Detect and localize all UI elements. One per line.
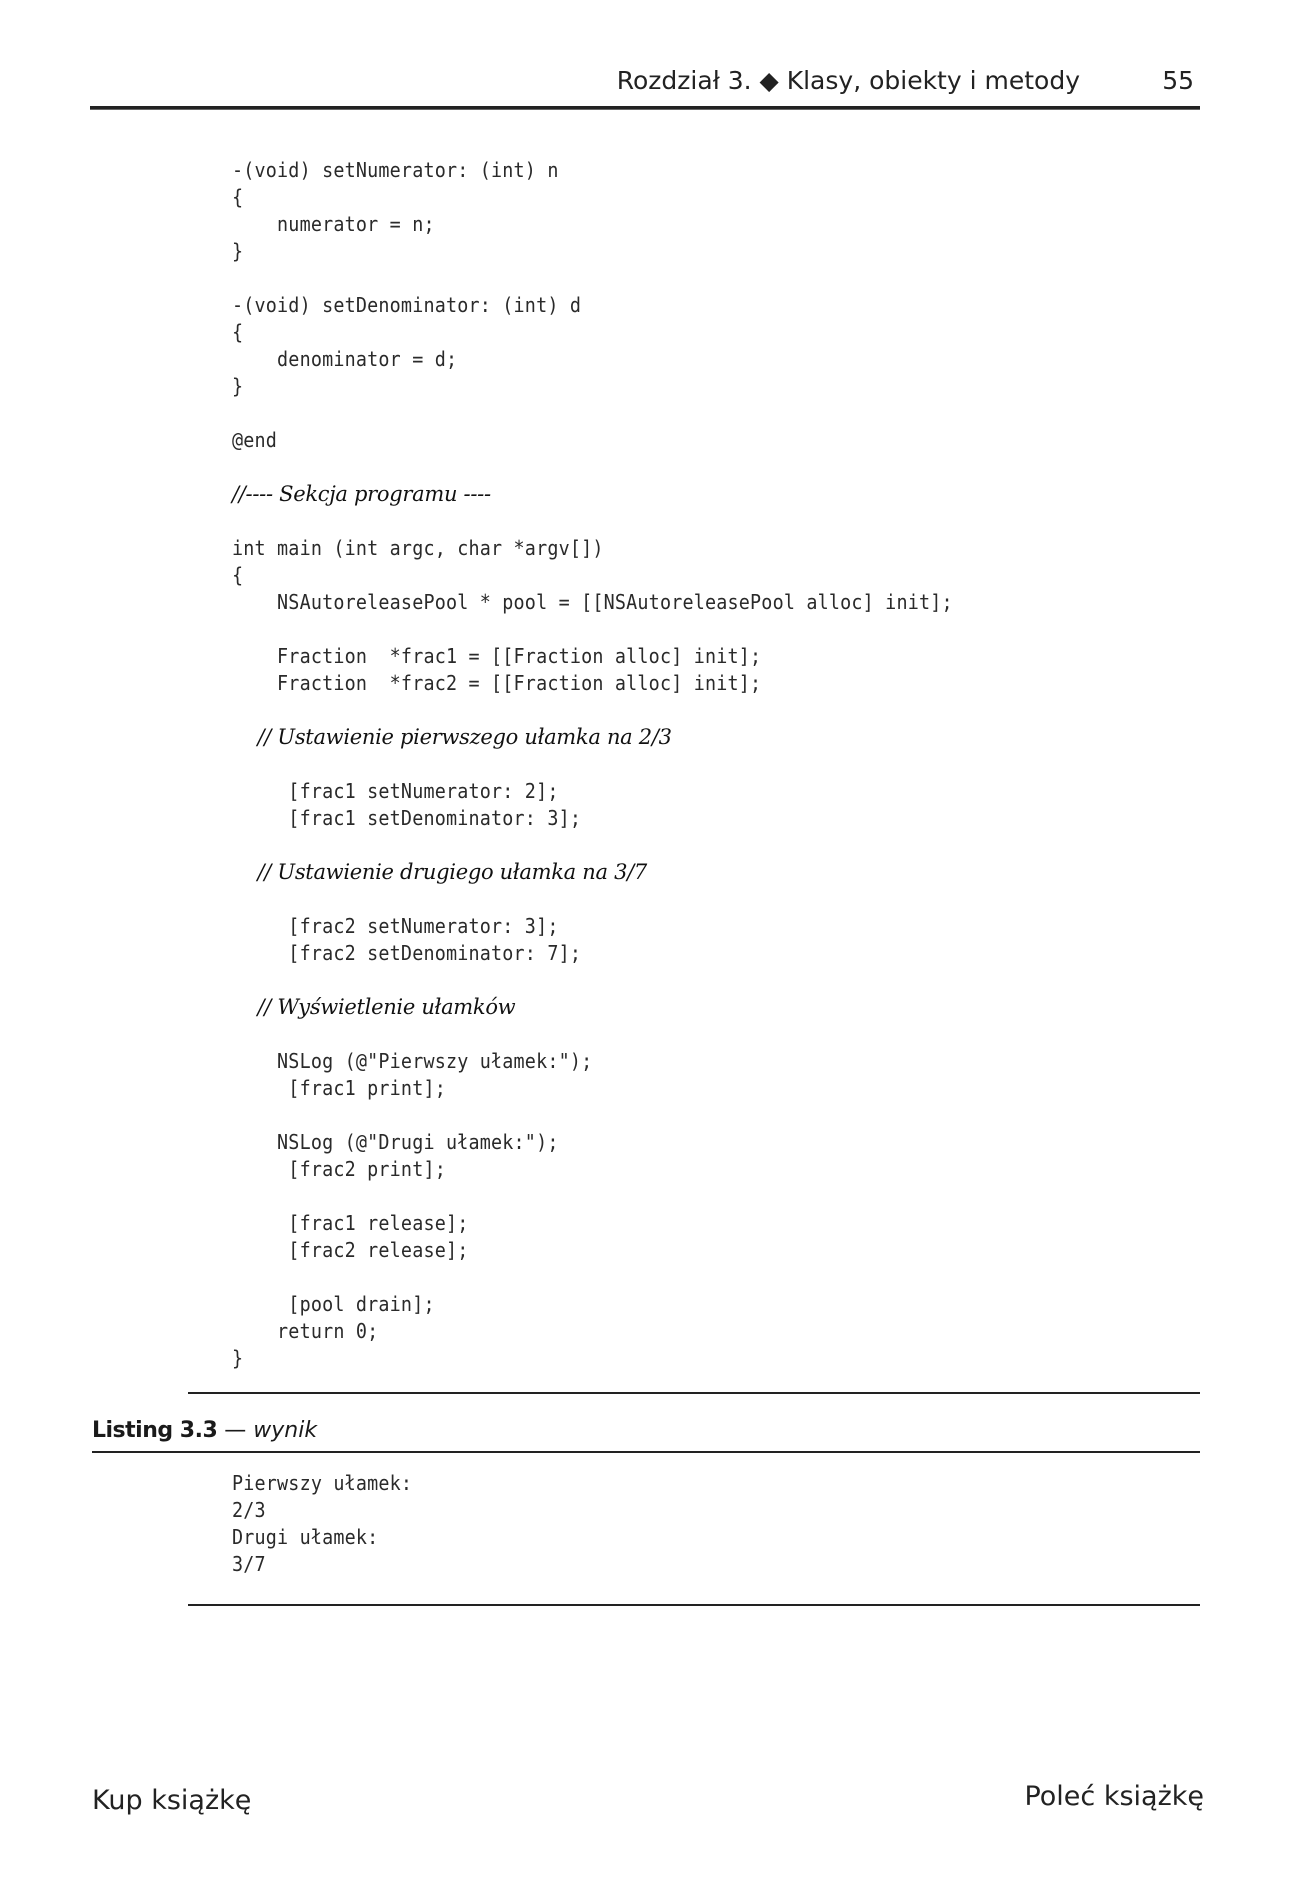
code-comment: // Ustawienie pierwszego ułamka na 2/3 xyxy=(232,725,672,749)
code-line: } xyxy=(232,1346,244,1370)
code-line: NSAutoreleasePool * pool = [[NSAutoreleasePool alloc] init]; xyxy=(232,590,953,614)
buy-book-link[interactable]: Kup książkę xyxy=(92,1785,252,1816)
output-line: Drugi ułamek: xyxy=(232,1525,379,1549)
code-line: numerator = n; xyxy=(232,212,435,236)
blank-line xyxy=(232,751,1192,778)
code-comment: // Wyświetlenie ułamków xyxy=(232,995,516,1019)
code-line: NSLog (@"Pierwszy ułamek:"); xyxy=(232,1049,593,1073)
listing-label: Listing 3.3 xyxy=(92,1418,218,1443)
blank-line xyxy=(232,1021,1192,1048)
code-line: } xyxy=(232,374,244,398)
code-end-rule xyxy=(188,1392,1200,1394)
program-output xyxy=(232,1470,932,1578)
code-line: [frac1 setDenominator: 3]; xyxy=(232,806,582,830)
code-line: int main (int argc, char *argv[]) xyxy=(232,536,604,560)
blank-line xyxy=(232,1264,1192,1291)
code-listing xyxy=(232,157,1192,1372)
code-line: { xyxy=(232,185,244,209)
chapter-title: Rozdział 3. ◆ Klasy, obiekty i metody xyxy=(616,66,1080,95)
blank-line xyxy=(232,967,1192,994)
recommend-book-link[interactable]: Poleć książkę xyxy=(1024,1781,1204,1812)
listing-separator: — xyxy=(217,1418,254,1443)
code-comment: // Ustawienie drugiego ułamka na 3/7 xyxy=(232,860,647,884)
output-line: Pierwszy ułamek: xyxy=(232,1471,413,1495)
blank-line xyxy=(232,886,1192,913)
code-line: -(void) setDenominator: (int) d xyxy=(232,293,582,317)
code-comment: //---- Sekcja programu ---- xyxy=(232,482,491,506)
output-line: 3/7 xyxy=(232,1552,266,1576)
code-line: [pool drain]; xyxy=(232,1292,435,1316)
code-line: [frac1 release]; xyxy=(232,1211,469,1235)
output-end-rule xyxy=(188,1604,1200,1606)
code-line: -(void) setNumerator: (int) n xyxy=(232,158,559,182)
code-line: denominator = d; xyxy=(232,347,458,371)
code-line: } xyxy=(232,239,244,263)
code-line: @end xyxy=(232,428,278,452)
listing-caption xyxy=(92,1418,317,1443)
code-line: return 0; xyxy=(232,1319,379,1343)
code-line: NSLog (@"Drugi ułamek:"); xyxy=(232,1130,559,1154)
code-line: [frac1 setNumerator: 2]; xyxy=(232,779,559,803)
code-line: [frac2 setDenominator: 7]; xyxy=(232,941,582,965)
code-line: [frac2 print]; xyxy=(232,1157,446,1181)
blank-line xyxy=(232,832,1192,859)
blank-line xyxy=(232,508,1192,535)
blank-line xyxy=(232,697,1192,724)
listing-caption-rule xyxy=(92,1451,1200,1453)
code-line: Fraction *frac1 = [[Fraction alloc] init]; xyxy=(232,644,762,668)
blank-line xyxy=(232,1183,1192,1210)
code-line: Fraction *frac2 = [[Fraction alloc] init]; xyxy=(232,671,762,695)
page-number: 55 xyxy=(1162,66,1194,95)
blank-line xyxy=(232,454,1192,481)
listing-subtitle: wynik xyxy=(253,1418,318,1443)
code-line: [frac2 setNumerator: 3]; xyxy=(232,914,559,938)
code-line: { xyxy=(232,563,244,587)
blank-line xyxy=(232,616,1192,643)
header-rule xyxy=(90,106,1200,110)
code-line: [frac1 print]; xyxy=(232,1076,446,1100)
output-line: 2/3 xyxy=(232,1498,266,1522)
code-line: [frac2 release]; xyxy=(232,1238,469,1262)
blank-line xyxy=(232,265,1192,292)
blank-line xyxy=(232,400,1192,427)
code-line: { xyxy=(232,320,244,344)
page-header xyxy=(90,62,1200,106)
blank-line xyxy=(232,1102,1192,1129)
